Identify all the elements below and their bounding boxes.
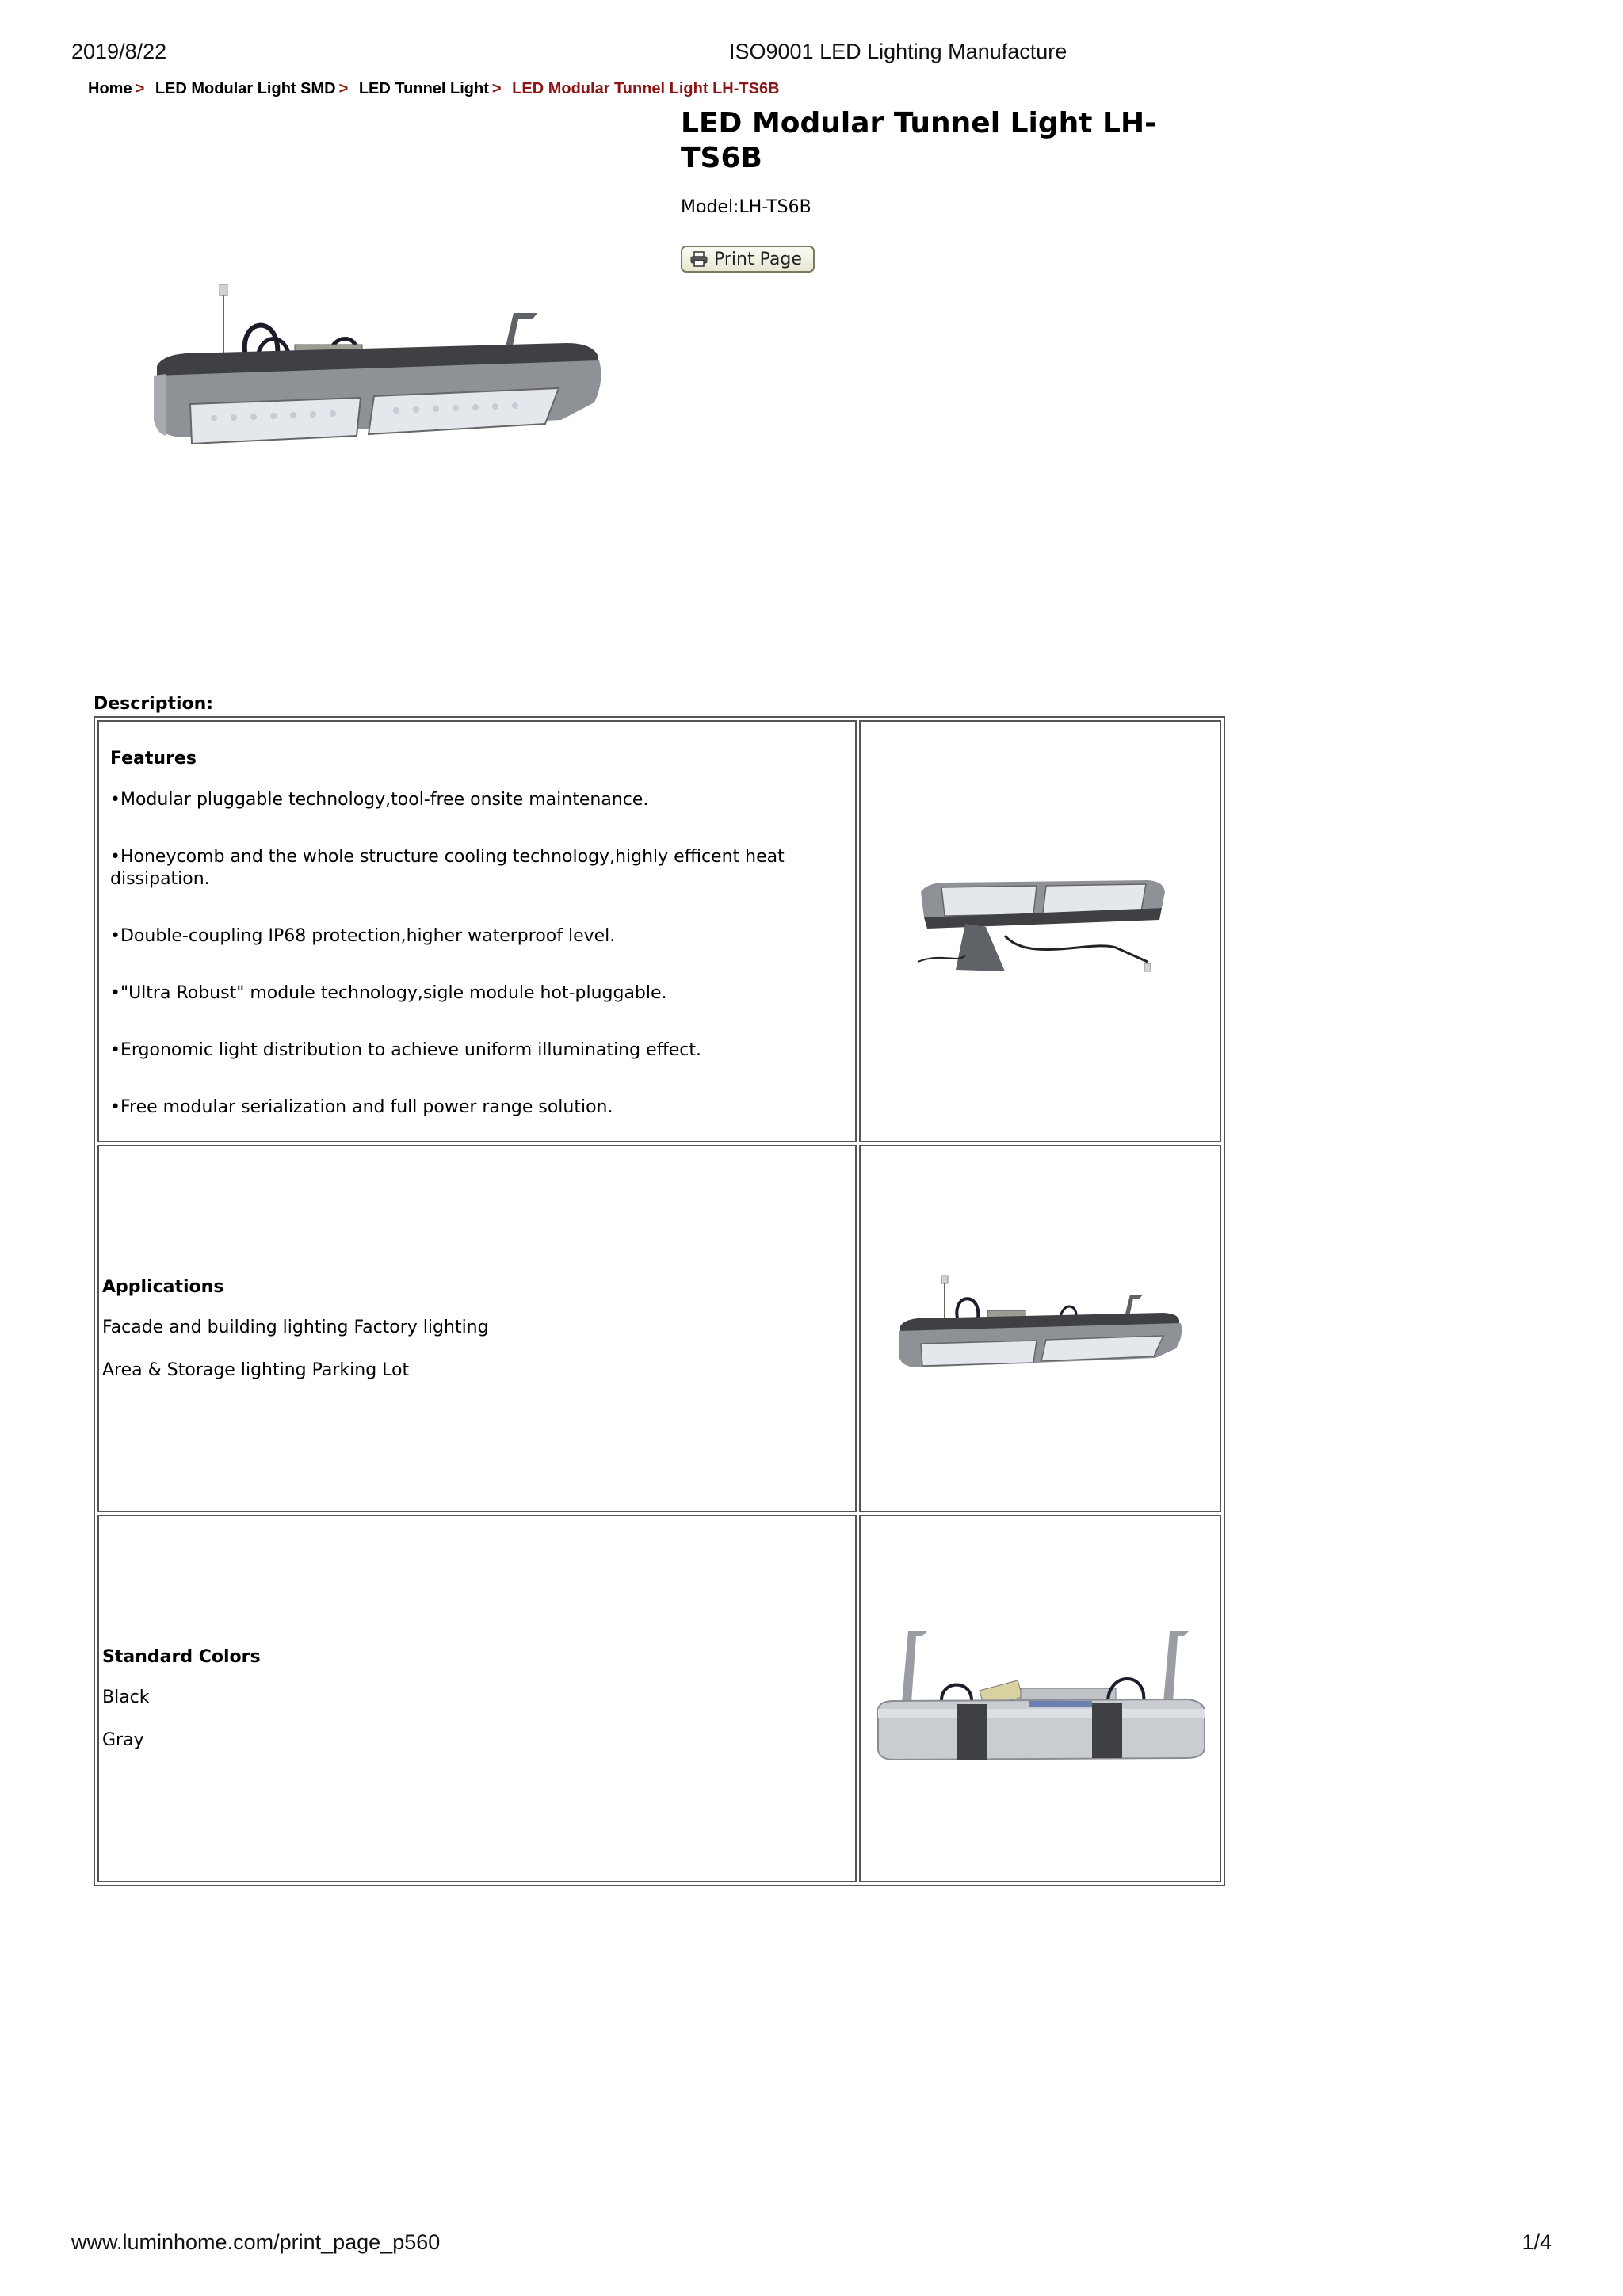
product-model: Model:LH-TS6B <box>681 197 812 217</box>
print-date: 2019/8/22 <box>71 40 167 63</box>
feature-item: •Modular pluggable technology,tool-free onsite maintenance. <box>110 790 649 810</box>
breadcrumb <box>88 80 780 98</box>
breadcrumb-led-modular-light-smd[interactable]: LED Modular Light SMD <box>155 80 336 97</box>
description-label: Description: <box>94 694 214 714</box>
description-table <box>94 716 1225 1886</box>
print-site-title: ISO9001 LED Lighting Manufacture <box>729 40 1067 63</box>
table-row <box>97 720 1221 1142</box>
page-number: 1/4 <box>1522 2230 1552 2254</box>
feature-item: •"Ultra Robust" module technology,sigle module hot-pluggable. <box>110 983 667 1003</box>
printer-icon <box>690 251 708 267</box>
colors-image-cell <box>859 1515 1221 1882</box>
features-heading: Features <box>110 749 197 769</box>
features-cell <box>97 720 857 1142</box>
print-url: www.luminhome.com/print_page_p560 <box>71 2230 441 2254</box>
breadcrumb-current: LED Modular Tunnel Light LH-TS6B <box>512 80 780 97</box>
colors-heading: Standard Colors <box>102 1646 261 1667</box>
applications-line: Area & Storage lighting Parking Lot <box>102 1360 410 1380</box>
feature-item: •Double-coupling IP68 protection,higher waterproof level. <box>110 926 616 946</box>
breadcrumb-separator: > <box>135 80 145 97</box>
color-option: Black <box>102 1687 150 1707</box>
breadcrumb-separator: > <box>491 80 502 97</box>
table-row <box>97 1145 1221 1512</box>
print-page-button[interactable] <box>681 246 815 273</box>
feature-item: •Free modular serialization and full power range solution. <box>110 1097 613 1117</box>
product-image-hanging[interactable] <box>894 1269 1187 1388</box>
features-image-cell <box>859 720 1221 1142</box>
breadcrumb-separator: > <box>338 80 349 97</box>
applications-image-cell <box>859 1145 1221 1512</box>
applications-cell <box>97 1145 857 1512</box>
colors-cell <box>97 1515 857 1882</box>
breadcrumb-led-tunnel-light[interactable]: LED Tunnel Light <box>358 80 489 97</box>
product-title: LED Modular Tunnel Light LH-TS6B <box>681 107 1157 174</box>
applications-heading: Applications <box>102 1276 224 1297</box>
breadcrumb-home[interactable]: Home <box>88 80 132 97</box>
color-option: Gray <box>102 1730 144 1750</box>
feature-item: •Honeycomb and the whole structure cooling technology,highly efficent heat dissipation. <box>110 847 785 889</box>
table-row <box>97 1515 1221 1882</box>
product-image-side[interactable] <box>870 1623 1211 1774</box>
product-main-image[interactable] <box>127 119 634 563</box>
product-image-front[interactable] <box>910 876 1171 987</box>
print-page-label: Print Page <box>714 249 802 269</box>
applications-line: Facade and building lighting Factory lighting <box>102 1317 489 1337</box>
feature-item: •Ergonomic light distribution to achieve uniform illuminating effect. <box>110 1040 702 1060</box>
